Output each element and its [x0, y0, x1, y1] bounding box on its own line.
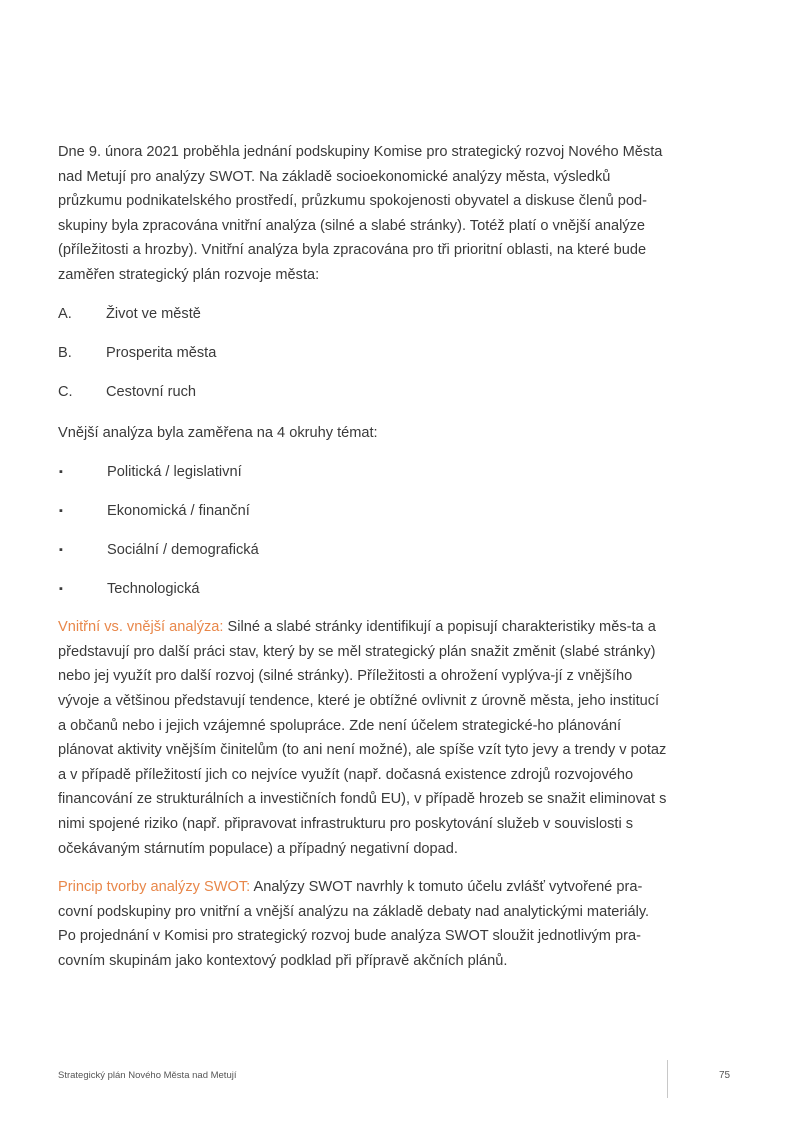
list-item [58, 380, 668, 404]
section-body: Silné a slabé stránky identifikují a popisují charakteristiky měs-ta a představují pro další práci stav, který by se měl strategický plán snažit změnit (slabé stránky) nebo jej využít pro další rozvoj (silné stránky). Příležitosti a ohrožení vyplýva-jí z vnějšího vývoje a většinou představují tendence, které je obtížné ovlivnit z úrovně města, jeho institucí a občanů nebo i jejich vzájemné spolupráce. Zde není účelem strategické-ho plánování plánovat aktivity vnějším činitelům (to ani není možné), ale spíše vzít tyto jevy a trendy v potaz a v případě příležitostí jich co nejvíce využít (např. dočasná existence zdrojů rozvojového financování ze strukturálních a investičních fondů EU), v případě hrozeb se snažit eliminovat s nimi spojené riziko (např. připravovat infrastrukturu pro poskytování služeb v souvislosti s očekávaným stárnutím populace) a případný negativní dopad. [58, 619, 667, 857]
external-analysis-intro: Vnější analýza byla zaměřena na 4 okruhy témat: [58, 424, 378, 441]
list-item [58, 577, 668, 601]
list-item-label: Politická / legislativní [107, 464, 242, 481]
section-body: Analýzy SWOT navrhly k tomuto účelu zvlášť vytvořené pra-covní podskupiny pro vnitřní a vnější analýzu na základě debaty nad analytickými materiály. Po projednání v Komisi pro strategický rozvoj bude analýza SWOT sloužit jednotlivým pra-covním skupinám jako kontextový podklad při přípravě akčních plánů. [58, 879, 650, 969]
swot-principle-section [58, 875, 668, 973]
list-marker: B. [58, 344, 72, 361]
section-heading: Vnitřní vs. vnější analýza: [58, 619, 224, 636]
bullet-icon: ▪ [59, 466, 63, 479]
list-item [58, 460, 668, 484]
page-number: 75 [719, 1070, 731, 1081]
page-content [58, 140, 668, 973]
list-item [58, 302, 668, 326]
footer-divider [667, 1060, 668, 1098]
list-item-label: Cestovní ruch [106, 383, 197, 400]
intro-paragraph: Dne 9. února 2021 proběhla jednání podskupiny Komise pro strategický rozvoj Nového Města nad Metují pro analýzy SWOT. Na základě socioekonomické analýzy města, výsledků průzkumu podnikatelského prostředí, průzkumu spokojenosti obyvatel a diskuse členů pod-skupiny byla zpracována vnitřní analýza (silné a slabé stránky). Totéž platí o vnější analýze (příležitosti a hrozby). Vnitřní analýza byla zpracována pro tři prioritní oblasti, na které bude zaměřen strategický plán rozvoje města: [58, 144, 663, 283]
priority-areas-list [58, 302, 668, 404]
list-item [58, 499, 668, 523]
internal-vs-external-section [58, 615, 668, 861]
list-item-label: Technologická [107, 581, 200, 598]
list-item [58, 538, 668, 562]
bullet-icon: ▪ [59, 544, 63, 557]
section-heading: Princip tvorby analýzy SWOT: [58, 879, 251, 896]
bullet-icon: ▪ [59, 505, 63, 518]
bullet-icon: ▪ [59, 583, 63, 596]
list-item-label: Život ve městě [106, 305, 201, 322]
list-item-label: Ekonomická / finanční [107, 503, 250, 520]
list-marker: C. [58, 383, 73, 400]
topics-list [58, 460, 668, 601]
list-marker: A. [58, 305, 72, 322]
footer-title: Strategický plán Nového Města nad Metují [58, 1070, 237, 1081]
list-item [58, 341, 668, 365]
list-item-label: Prosperita města [106, 344, 217, 361]
list-item-label: Sociální / demografická [107, 542, 259, 559]
